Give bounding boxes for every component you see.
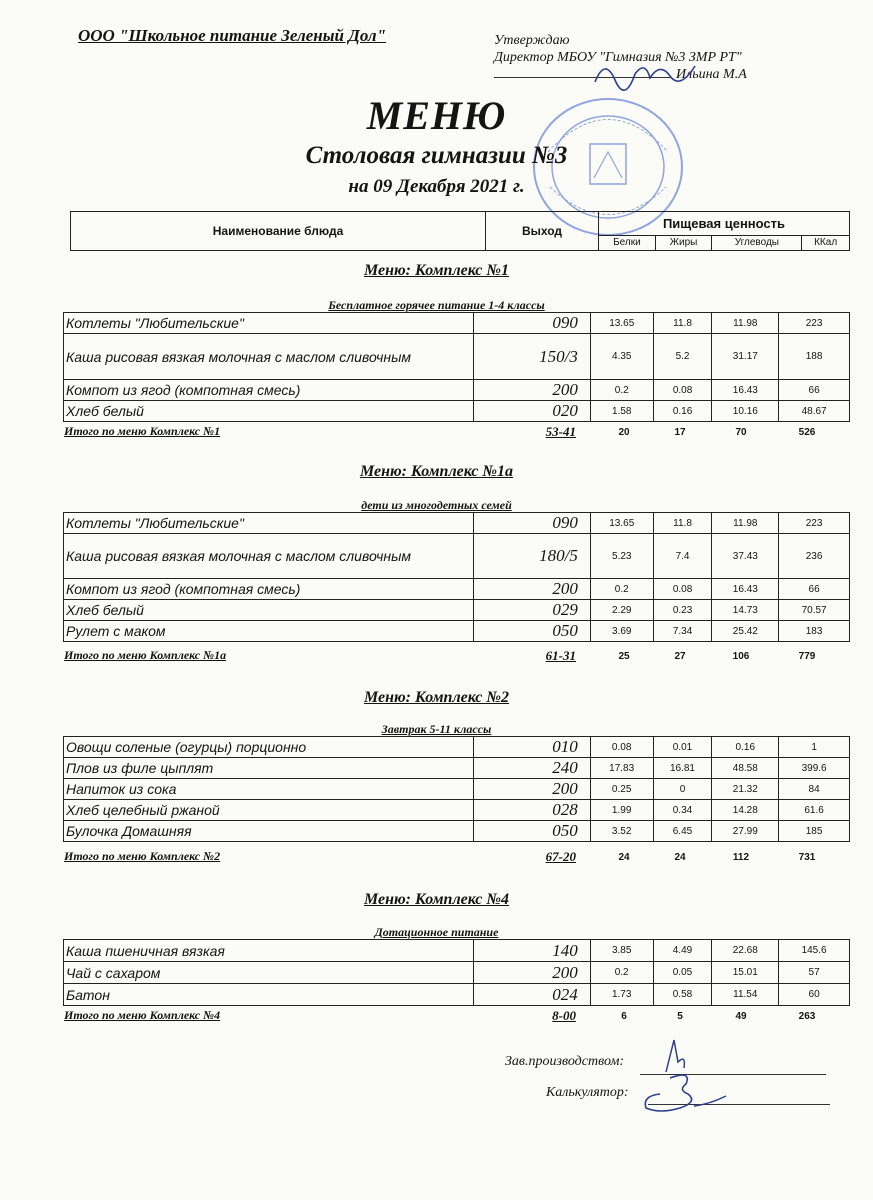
dish-fat: 11.8 [653,313,712,334]
dish-carbs: 27.99 [712,821,779,842]
total-protein: 25 [618,651,630,662]
dish-carbs: 11.98 [712,313,779,334]
total-protein: 20 [618,427,630,438]
dish-name: Булочка Домашняя [64,821,474,842]
dish-fat: 7.4 [653,534,712,579]
dish-protein: 0.08 [590,737,653,758]
header-dish: Наименование блюда [71,212,486,251]
dish-output: 240 [474,758,591,779]
dish-carbs: 14.28 [712,800,779,821]
section-title: Меню: Комплекс №4 [363,891,510,908]
header-carbs: Углеводы [712,235,802,250]
dish-fat: 0.08 [653,380,712,401]
total-row [64,424,850,440]
organization-name: ООО "Школьное питание Зеленый Дол" [78,26,387,45]
total-row [64,648,850,664]
dish-kcal: 1 [779,737,850,758]
total-output: 61-31 [545,648,576,663]
menu-table [63,512,850,642]
total-kcal: 779 [798,651,816,662]
production-label: Зав.производством: [505,1054,625,1069]
dish-output: 200 [474,779,591,800]
total-carbs: 112 [732,852,750,863]
dish-protein: 3.52 [590,821,653,842]
dish-fat: 11.8 [653,513,712,534]
dish-output: 090 [474,513,591,534]
table-row [64,621,850,642]
dish-name: Батон [64,984,474,1006]
table-row [64,779,850,800]
total-protein: 24 [618,852,630,863]
dish-output: 150/3 [474,334,591,380]
dish-kcal: 145.6 [779,940,850,962]
dish-kcal: 84 [779,779,850,800]
section-subtitle: Бесплатное горячее питание 1-4 классы [328,298,545,312]
dish-fat: 16.81 [653,758,712,779]
total-row [64,849,850,865]
column-header-table [70,211,850,251]
dish-kcal: 236 [779,534,850,579]
section-subtitle: Завтрак 5-11 классы [381,722,492,736]
dish-protein: 3.85 [590,940,653,962]
dish-fat: 0.23 [653,600,712,621]
dish-protein: 0.2 [590,962,653,984]
dish-fat: 0.16 [653,401,712,422]
total-fat: 27 [674,651,686,662]
dish-output: 200 [474,962,591,984]
dish-fat: 6.45 [653,821,712,842]
dish-protein: 13.65 [590,513,653,534]
approve-word: Утверждаю [494,33,570,48]
total-label: Итого по меню Комплекс №1 [64,424,221,438]
calculator-signature-icon [640,1066,730,1118]
production-signature [505,1054,624,1070]
table-row [64,737,850,758]
dish-protein: 13.65 [590,313,653,334]
dish-output: 028 [474,800,591,821]
total-kcal: 526 [798,427,816,438]
total-carbs: 49 [735,1011,747,1022]
total-label: Итого по меню Комплекс №1а [64,648,227,662]
dish-output: 029 [474,600,591,621]
menu-table [63,736,850,842]
dish-output: 200 [474,579,591,600]
total-carbs: 106 [732,651,750,662]
dish-fat: 0.58 [653,984,712,1006]
dish-output: 140 [474,940,591,962]
dish-protein: 0.2 [590,579,653,600]
table-row [64,940,850,962]
total-protein: 6 [621,1011,627,1022]
dish-kcal: 70.57 [779,600,850,621]
dish-kcal: 185 [779,821,850,842]
dish-carbs: 11.54 [712,984,779,1006]
dish-carbs: 10.16 [712,401,779,422]
dish-output: 050 [474,821,591,842]
approve-name: Ильина М.А [676,67,747,82]
dish-kcal: 48.67 [779,401,850,422]
dish-name: Котлеты "Любительские" [64,313,474,334]
dish-protein: 0.2 [590,380,653,401]
table-row [64,821,850,842]
table-row [64,313,850,334]
director-signature-icon [590,52,700,92]
dish-carbs: 37.43 [712,534,779,579]
page-title: МЕНЮ [366,93,507,138]
dish-name: Напиток из сока [64,779,474,800]
dish-output: 090 [474,313,591,334]
dish-kcal: 66 [779,380,850,401]
dish-protein: 4.35 [590,334,653,380]
dish-carbs: 21.32 [712,779,779,800]
dish-carbs: 16.43 [712,380,779,401]
dish-name: Хлеб белый [64,401,474,422]
dish-name: Компот из ягод (компотная смесь) [64,579,474,600]
dish-name: Компот из ягод (компотная смесь) [64,380,474,401]
dish-name: Чай с сахаром [64,962,474,984]
menu-table [63,312,850,422]
total-kcal: 731 [798,852,816,863]
approve-position: Директор МБОУ "Гимназия №3 ЗМР РТ" [494,50,742,65]
dish-output: 180/5 [474,534,591,579]
dish-protein: 2.29 [590,600,653,621]
section-subtitle: Дотационное питание [374,925,499,939]
table-row [64,579,850,600]
dish-protein: 1.99 [590,800,653,821]
dish-kcal: 223 [779,513,850,534]
dish-protein: 0.25 [590,779,653,800]
dish-output: 024 [474,984,591,1006]
table-row [64,984,850,1006]
dish-kcal: 60 [779,984,850,1006]
dish-fat: 0 [653,779,712,800]
section-title: Меню: Комплекс №1а [359,463,514,480]
dish-output: 010 [474,737,591,758]
dish-carbs: 11.98 [712,513,779,534]
dish-output: 200 [474,380,591,401]
total-fat: 5 [677,1011,683,1022]
table-row [64,962,850,984]
dish-fat: 5.2 [653,334,712,380]
dish-protein: 1.58 [590,401,653,422]
total-output: 53-41 [545,424,576,439]
dish-fat: 0.01 [653,737,712,758]
dish-fat: 0.08 [653,579,712,600]
dish-protein: 17.83 [590,758,653,779]
total-fat: 17 [674,427,686,438]
dish-fat: 4.49 [653,940,712,962]
dish-name: Хлеб белый [64,600,474,621]
dish-output: 050 [474,621,591,642]
dish-carbs: 15.01 [712,962,779,984]
dish-carbs: 25.42 [712,621,779,642]
header-protein: Белки [599,235,656,250]
dish-kcal: 61.6 [779,800,850,821]
calculator-label: Калькулятор: [546,1085,629,1100]
dish-kcal: 223 [779,313,850,334]
dish-carbs: 22.68 [712,940,779,962]
total-carbs: 70 [735,427,747,438]
dish-kcal: 399.6 [779,758,850,779]
dish-protein: 3.69 [590,621,653,642]
total-label: Итого по меню Комплекс №2 [64,849,221,863]
dish-fat: 7.34 [653,621,712,642]
dish-fat: 0.05 [653,962,712,984]
total-kcal: 263 [798,1011,816,1022]
section-title: Меню: Комплекс №1 [363,262,510,279]
header-output: Выход [486,212,599,251]
total-label: Итого по меню Комплекс №4 [64,1008,221,1022]
dish-carbs: 0.16 [712,737,779,758]
dish-name: Хлеб целебный ржаной [64,800,474,821]
calculator-signature [546,1085,629,1101]
dish-name: Каша рисовая вязкая молочная с маслом сливочным [64,334,474,380]
dish-kcal: 188 [779,334,850,380]
dish-fat: 0.34 [653,800,712,821]
table-row [64,600,850,621]
total-output: 8-00 [552,1008,576,1023]
menu-table [63,939,850,1006]
dish-name: Овощи соленые (огурцы) порционно [64,737,474,758]
header-kcal: ККал [802,235,850,250]
table-row [64,534,850,579]
section-title: Меню: Комплекс №2 [363,689,510,706]
table-row [64,758,850,779]
section-subtitle: дети из многодетных семей [361,498,512,512]
dish-carbs: 14.73 [712,600,779,621]
header-nutrition: Пищевая ценность [599,212,850,236]
page-subtitle: Столовая гимназии №3 [305,142,568,169]
dish-protein: 5.23 [590,534,653,579]
table-row [64,513,850,534]
dish-output: 020 [474,401,591,422]
dish-protein: 1.73 [590,984,653,1006]
dish-name: Каша пшеничная вязкая [64,940,474,962]
table-row [64,401,850,422]
table-row [64,800,850,821]
dish-carbs: 16.43 [712,579,779,600]
dish-name: Каша рисовая вязкая молочная с маслом сливочным [64,534,474,579]
dish-name: Котлеты "Любительские" [64,513,474,534]
dish-name: Рулет с маком [64,621,474,642]
total-fat: 24 [674,852,686,863]
dish-kcal: 66 [779,579,850,600]
dish-kcal: 57 [779,962,850,984]
table-row [64,380,850,401]
dish-carbs: 31.17 [712,334,779,380]
table-row [64,334,850,380]
header-fat: Жиры [655,235,712,250]
dish-kcal: 183 [779,621,850,642]
total-row [64,1008,850,1024]
menu-date: на 09 Декабря 2021 г. [348,176,525,197]
total-output: 67-20 [545,849,576,864]
dish-name: Плов из филе цыплят [64,758,474,779]
dish-carbs: 48.58 [712,758,779,779]
